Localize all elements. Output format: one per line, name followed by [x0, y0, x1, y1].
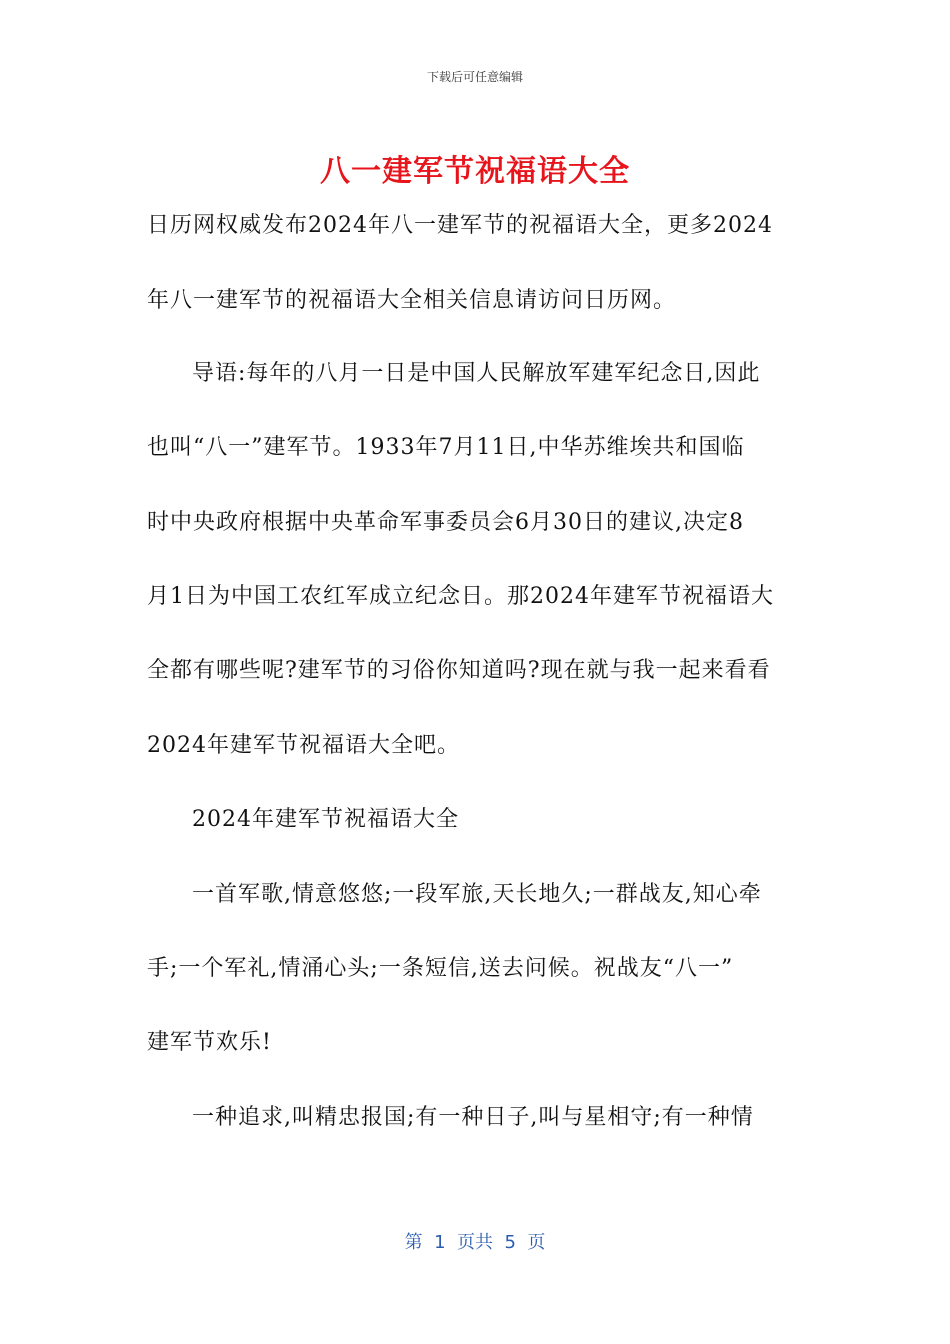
header-note: 下载后可任意编辑: [426, 70, 523, 84]
section-heading: 2024年建军节祝福语大全: [192, 807, 459, 832]
paragraph-line: 年八一建军节的祝福语大全相关信息请访问日历网。: [147, 288, 677, 313]
paragraph-line: 一首军歌,情意悠悠;一段军旅,天长地久;一群战友,知心牵: [192, 882, 762, 907]
document-title: 八一建军节祝福语大全: [320, 154, 630, 189]
paragraph-line: 也叫“八一”建军节。1933年7月11日,中华苏维埃共和国临: [147, 435, 745, 460]
paragraph-line: 日历网权威发布2024年八一建军节的祝福语大全，更多2024: [147, 213, 773, 238]
paragraph-line: 建军节欢乐!: [147, 1030, 272, 1055]
paragraph-line: 导语:每年的八月一日是中国人民解放军建军纪念日,因此: [192, 361, 761, 386]
paragraph-line: 月1日为中国工农红军成立纪念日。那2024年建军节祝福语大: [147, 584, 774, 609]
paragraph-line: 一种追求,叫精忠报国;有一种日子,叫与星相守;有一种情: [192, 1105, 754, 1130]
paragraph-line: 2024年建军节祝福语大全吧。: [147, 733, 460, 758]
paragraph-line: 手;一个军礼,情涌心头;一条短信,送去问候。祝战友“八一”: [147, 956, 734, 981]
page-footer: 第 1 页共 5 页: [404, 1232, 546, 1253]
paragraph-line: 时中央政府根据中央革命军事委员会6月30日的建议,决定8: [147, 510, 744, 535]
paragraph-line: 全都有哪些呢?建军节的习俗你知道吗?现在就与我一起来看看: [147, 658, 771, 683]
